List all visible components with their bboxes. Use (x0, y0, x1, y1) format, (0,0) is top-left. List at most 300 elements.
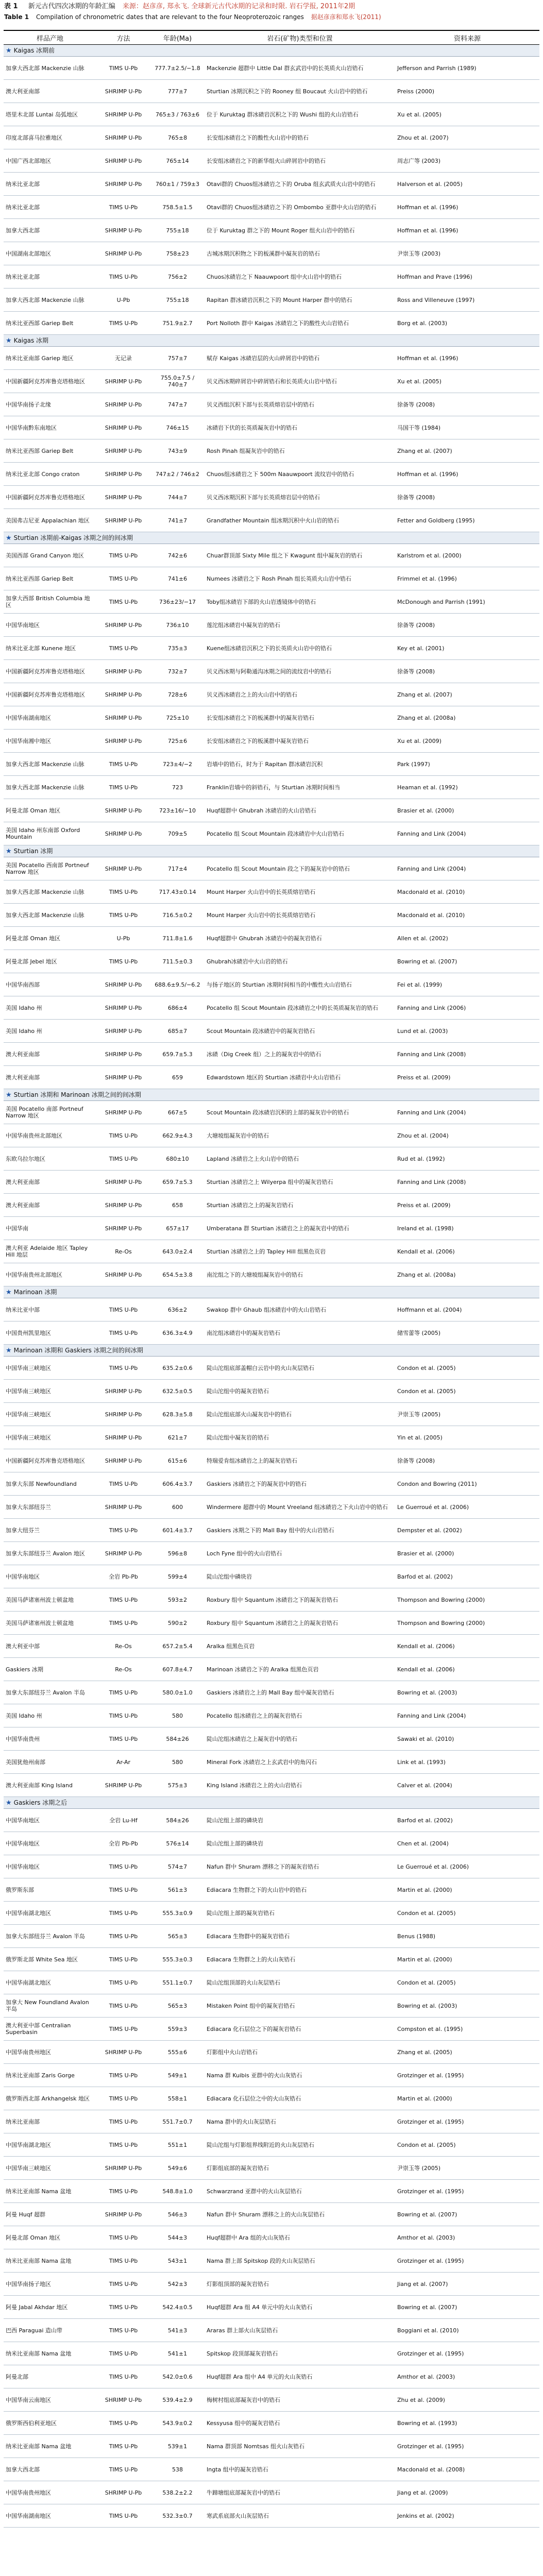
cell-rock-type: Kessyusa 组中的凝灰岩锆石 (205, 2412, 395, 2435)
table-row (4, 1588, 539, 1612)
cell-reference[interactable]: Preiss et al. (2009) (395, 1066, 539, 1089)
cell-rock-type: 陡山沱组与灯影组界线附近的火山灰层锆石 (205, 2133, 395, 2157)
cell-reference[interactable]: Jiang et al. (2007) (395, 2273, 539, 2296)
cell-age: 555.3±0.3 (150, 1948, 205, 1971)
cell-reference[interactable]: Lund et al. (2003) (395, 1020, 539, 1043)
cell-age: 565±3 (150, 1925, 205, 1948)
cell-reference[interactable]: Borg et al. (2003) (395, 312, 539, 335)
cell-reference[interactable]: 尹崇玉等 (2005) (395, 2157, 539, 2180)
cell-location: 中国华南贵州北部地区 (4, 1263, 96, 1286)
cell-reference[interactable]: Kendall et al. (2006) (395, 1635, 539, 1658)
cell-reference[interactable]: Hoffman et al. (1996) (395, 347, 539, 370)
cell-age: 741±7 (150, 509, 205, 532)
cell-rock-type: Huqf超群中 Ara 组的火山灰锆石 (205, 2226, 395, 2249)
table-row (4, 637, 539, 660)
cell-reference[interactable]: Grotzinger et al. (1995) (395, 2180, 539, 2203)
cell-reference[interactable]: Condon et al. (2005) (395, 1380, 539, 1403)
cell-reference[interactable]: Bowring et al. (2003) (395, 1681, 539, 1704)
section-title: Marinoan 冰期和 Gaskiers 冰期之间的间冰期 (13, 1346, 143, 1354)
cell-reference[interactable]: Frimmel et al. (1996) (395, 567, 539, 590)
cell-rock-type: Mount Harper 火山岩中的长英质熔岩锆石 (205, 880, 395, 904)
cell-age: 717±4 (150, 857, 205, 880)
cell-reference[interactable]: Key et al. (2001) (395, 637, 539, 660)
cell-reference[interactable]: Zhou et al. (2004) (395, 1124, 539, 1147)
cell-location: 巴西 Paraguai 造山带 (4, 2319, 96, 2342)
cell-reference[interactable]: Brasier et al. (2000) (395, 1542, 539, 1565)
cell-location: 澳大利亚南部 (4, 1194, 96, 1217)
cell-age: 758.5±1.5 (150, 196, 205, 219)
table-row (4, 1472, 539, 1496)
cell-method: SHRIMP U-Pb (96, 822, 150, 845)
cell-reference[interactable]: Bowring et al. (2007) (395, 950, 539, 973)
cell-age: 575±3 (150, 1774, 205, 1797)
cell-reference[interactable]: Condon et al. (2005) (395, 2133, 539, 2157)
cell-age: 680±10 (150, 1147, 205, 1171)
star-icon: ★ (6, 534, 12, 542)
cell-reference[interactable]: Fanning and Link (2004) (395, 1704, 539, 1727)
cell-location: 加拿大西部 British Columbia 地区 (4, 590, 96, 614)
cell-location: 纳米比亚南部 Nama 盆地 (4, 2435, 96, 2458)
cell-reference[interactable]: 马国干等 (1984) (395, 416, 539, 439)
cell-method: SHRIMP U-Pb (96, 857, 150, 880)
cell-age: 756±2 (150, 265, 205, 289)
cell-location: 中国新疆阿克苏库鲁克塔格地区 (4, 486, 96, 509)
cell-reference[interactable]: Macdonald et al. (2010) (395, 904, 539, 927)
cell-location: 澳大利亚南部 (4, 80, 96, 103)
cell-location: 纳米比亚北部 (4, 196, 96, 219)
cell-rock-type: 特瑞爱肯组冰碛岩之上的凝灰岩锆石 (205, 1449, 395, 1472)
cell-age: 542.0±0.6 (150, 2365, 205, 2388)
cell-age: 561±3 (150, 1878, 205, 1902)
section-title: Gaskiers 冰期之后 (13, 1799, 67, 1806)
cell-location: 阿曼 Jabal Akhdar 地区 (4, 2296, 96, 2319)
table-row (4, 509, 539, 532)
cell-age: 541±1 (150, 2342, 205, 2365)
cell-location: 加拿大西北部 Mackenzie 山脉 (4, 289, 96, 312)
cell-reference[interactable]: Condon et al. (2005) (395, 1357, 539, 1380)
cell-method: TIMS U-Pb (96, 2458, 150, 2481)
cell-location: 加拿大西北部 Mackenzie 山脉 (4, 880, 96, 904)
cell-location: 美国 Pocatello 南部 Portneuf Narrow 地区 (4, 1101, 96, 1124)
table-row (4, 2157, 539, 2180)
section-header-cell (4, 335, 539, 347)
cell-location: 纳米比亚中部 (4, 1298, 96, 1321)
table-row (4, 173, 539, 196)
cell-reference[interactable]: Halverson et al. (2005) (395, 173, 539, 196)
cell-reference[interactable]: Condon and Bowring (2011) (395, 1472, 539, 1496)
section-title: Sturtian 冰期前-Kaigas 冰期之间的间冰期 (13, 534, 133, 541)
cell-location: 中国华南三峡地区 (4, 1357, 96, 1380)
table-row (4, 1217, 539, 1240)
cell-reference[interactable]: Park (1997) (395, 753, 539, 776)
cell-reference[interactable]: Bowring et al. (2003) (395, 1994, 539, 2018)
cell-location: Gaskiers 冰期 (4, 1658, 96, 1681)
cell-reference[interactable]: Yin et al. (2005) (395, 1426, 539, 1449)
cell-age: 725±10 (150, 706, 205, 730)
cell-location: 中国华南扬子北缘 (4, 393, 96, 416)
cell-rock-type: 冰碛（Dig Creek 组）之上的凝灰岩中的锆石 (205, 1043, 395, 1066)
cell-method: TIMS U-Pb (96, 2342, 150, 2365)
cell-age: 606.4±3.7 (150, 1472, 205, 1496)
cell-location: 中国新疆阿克苏库鲁克塔格地区 (4, 370, 96, 393)
cell-reference[interactable]: Hoffman et al. (1996) (395, 219, 539, 242)
cell-reference[interactable]: Bowring et al. (1993) (395, 2412, 539, 2435)
cell-rock-type: Nama 群顶部 Nomtsas 组火山灰锆石 (205, 2435, 395, 2458)
cell-age: 636.3±4.9 (150, 1321, 205, 1345)
cell-method: SHRIMP U-Pb (96, 614, 150, 637)
table-row (4, 2388, 539, 2412)
cell-age: 559±3 (150, 2018, 205, 2041)
cell-method: TIMS U-Pb (96, 2226, 150, 2249)
cell-rock-type: Aralka 组黑色页岩 (205, 1635, 395, 1658)
cell-rock-type: Swakop 群中 Ghaub 组冰碛岩中的火山岩锆石 (205, 1298, 395, 1321)
cell-method: TIMS U-Pb (96, 2319, 150, 2342)
cell-method: TIMS U-Pb (96, 2365, 150, 2388)
cell-reference[interactable]: Kendall et al. (2006) (395, 1240, 539, 1263)
cell-reference[interactable]: Xu et al. (2005) (395, 370, 539, 393)
table-row (4, 1101, 539, 1124)
table-row (4, 1809, 539, 1832)
cell-reference[interactable]: Thompson and Bowring (2000) (395, 1612, 539, 1635)
cell-method: SHRIMP U-Pb (96, 730, 150, 753)
cell-rock-type: Chuar群顶部 Sixty Mile 组之下 Kwagunt 组中凝灰岩的锆石 (205, 544, 395, 567)
cell-reference[interactable]: Grotzinger et al. (1995) (395, 2064, 539, 2087)
cell-method: TIMS U-Pb (96, 1588, 150, 1612)
cell-reference[interactable]: Bowring et al. (2007) (395, 2203, 539, 2226)
cell-reference[interactable]: Grotzinger et al. (1995) (395, 2342, 539, 2365)
cell-reference[interactable]: Zhang et al. (2005) (395, 2041, 539, 2064)
cell-reference[interactable]: Grotzinger et al. (1995) (395, 2435, 539, 2458)
cell-location: 中国华南湖南地区 (4, 2504, 96, 2528)
cell-reference[interactable]: Zhou et al. (2007) (395, 126, 539, 149)
cell-location: 中国华南三峡地区 (4, 2157, 96, 2180)
cell-location: 纳米比亚西部 Gariep Belt (4, 439, 96, 463)
cell-location: 美国弗吉尼亚 Appalachian 地区 (4, 509, 96, 532)
cell-method: SHRIMP U-Pb (96, 1066, 150, 1089)
cell-reference[interactable]: Calver et al. (2004) (395, 1774, 539, 1797)
cell-reference[interactable]: 徐备等 (2008) (395, 660, 539, 683)
table-row (4, 1612, 539, 1635)
cell-reference[interactable]: Barfod et al. (2002) (395, 1565, 539, 1588)
cell-method: TIMS U-Pb (96, 753, 150, 776)
cell-method: TIMS U-Pb (96, 1925, 150, 1948)
table-row (4, 1925, 539, 1948)
cell-method: SHRIMP U-Pb (96, 1263, 150, 1286)
cell-reference[interactable]: Boggiani et al. (2010) (395, 2319, 539, 2342)
table-row (4, 996, 539, 1020)
cell-reference[interactable]: Ireland et al. (1998) (395, 1217, 539, 1240)
table-row (4, 614, 539, 637)
cell-method: SHRIMP U-Pb (96, 103, 150, 126)
cell-method: TIMS U-Pb (96, 1519, 150, 1542)
cell-reference[interactable]: 尹崇玉等 (2005) (395, 1403, 539, 1426)
cell-rock-type: 贝义西冰碛岩之上的火山岩中的锆石 (205, 683, 395, 706)
cell-method: SHRIMP U-Pb (96, 463, 150, 486)
cell-age: 657.2±5.4 (150, 1635, 205, 1658)
table-row (4, 927, 539, 950)
cell-method: 全岩 Pb-Pb (96, 1565, 150, 1588)
cell-reference[interactable]: 徐备等 (2008) (395, 393, 539, 416)
cell-reference[interactable]: Hoffman et al. (1996) (395, 463, 539, 486)
table-row (4, 973, 539, 996)
cell-method: SHRIMP U-Pb (96, 2157, 150, 2180)
cell-rock-type: Ingta 组中的凝灰岩锆石 (205, 2458, 395, 2481)
cell-location: 东欧乌拉尔地区 (4, 1147, 96, 1171)
cell-location: 加拿大西北部 (4, 219, 96, 242)
table-row (4, 2412, 539, 2435)
cell-reference[interactable]: Le Guerroué et al. (2006) (395, 1496, 539, 1519)
table-row (4, 1321, 539, 1345)
cell-rock-type: 牛蹄塘组底部凝灰岩中的锆石 (205, 2481, 395, 2504)
cell-method: SHRIMP U-Pb (96, 126, 150, 149)
table-source-cn[interactable]: 来源：赵彦彦, 郑永飞. 全球新元古代冰期的记录和时限. 岩石学报, 2011年2期 (122, 3, 355, 10)
cell-method: 无记录 (96, 347, 150, 370)
cell-method: TIMS U-Pb (96, 544, 150, 567)
cell-reference[interactable]: Grotzinger et al. (1995) (395, 2249, 539, 2273)
cell-age: 657±17 (150, 1217, 205, 1240)
cell-age: 539.4±2.9 (150, 2388, 205, 2412)
cell-method: SHRIMP U-Pb (96, 2203, 150, 2226)
cell-rock-type: Ediacara 生物群之下的火山岩中的锆石 (205, 1878, 395, 1902)
cell-method: TIMS U-Pb (96, 1298, 150, 1321)
cell-age: 543.9±0.2 (150, 2412, 205, 2435)
cell-reference[interactable]: Xu et al. (2005) (395, 103, 539, 126)
table-row (4, 590, 539, 614)
cell-reference[interactable]: Fanning and Link (2008) (395, 1171, 539, 1194)
cell-reference[interactable]: McDonough and Parrish (1991) (395, 590, 539, 614)
cell-rock-type: Mackenzie 超群中 Little Dal 群玄武岩中的长英质火山岩锆石 (205, 57, 395, 80)
cell-location: 纳米比亚南部 Nama 盆地 (4, 2249, 96, 2273)
cell-reference[interactable]: Martin et al. (2000) (395, 1878, 539, 1902)
cell-reference[interactable]: Martin et al. (2000) (395, 2087, 539, 2110)
cell-reference[interactable]: Ross and Villeneuve (1997) (395, 289, 539, 312)
table-row (4, 730, 539, 753)
cell-age: 643.0±2.4 (150, 1240, 205, 1263)
cell-age: 549±1 (150, 2064, 205, 2087)
cell-reference[interactable]: Macdonald et al. (2008) (395, 2458, 539, 2481)
cell-reference[interactable]: Amthor et al. (2003) (395, 2226, 539, 2249)
cell-age: 584±26 (150, 1809, 205, 1832)
cell-method: TIMS U-Pb (96, 1147, 150, 1171)
cell-rock-type: 南沱组之下的大塘坡组凝灰岩中的锆石 (205, 1263, 395, 1286)
cell-age: 555.3±0.9 (150, 1902, 205, 1925)
cell-location: 加拿大东部纽芬兰 (4, 1496, 96, 1519)
cell-rock-type: 陡山沱组顶部的火山灰层锆石 (205, 1971, 395, 1994)
cell-method: U-Pb (96, 927, 150, 950)
cell-location: 澳大利亚南部 (4, 1043, 96, 1066)
table-row (4, 1565, 539, 1588)
cell-age: 728±6 (150, 683, 205, 706)
cell-location: 中国新疆阿克苏库鲁克塔格地区 (4, 683, 96, 706)
cell-reference[interactable]: Fei et al. (1999) (395, 973, 539, 996)
table-row (4, 1147, 539, 1171)
cell-method: 全岩 Pb-Pb (96, 1832, 150, 1855)
caption-cn (4, 2, 539, 11)
cell-reference[interactable]: Fetter and Goldberg (1995) (395, 509, 539, 532)
cell-rock-type: 冰碛岩下伏的长英质凝灰岩中的锆石 (205, 416, 395, 439)
cell-rock-type: Gaskiers 冰期之下的 Mall Bay 组中的火山岩锆石 (205, 1519, 395, 1542)
cell-method: TIMS U-Pb (96, 2249, 150, 2273)
cell-age: 538 (150, 2458, 205, 2481)
cell-age: 549±6 (150, 2157, 205, 2180)
table-row (4, 1403, 539, 1426)
cell-reference[interactable]: Rud et al. (1992) (395, 1147, 539, 1171)
section-title: Sturtian 冰期 (13, 847, 53, 855)
star-icon: ★ (6, 847, 12, 855)
cell-rock-type: 陡山沱组上部的磷块岩 (205, 1832, 395, 1855)
cell-reference[interactable]: Link et al. (1993) (395, 1751, 539, 1774)
cell-reference[interactable]: Kendall et al. (2006) (395, 1658, 539, 1681)
cell-reference[interactable]: 徐备等 (2008) (395, 486, 539, 509)
table-row (4, 544, 539, 567)
cell-reference[interactable]: Chen et al. (2004) (395, 1832, 539, 1855)
cell-location: 中国新疆阿克苏库鲁克塔格地区 (4, 1449, 96, 1472)
cell-reference[interactable]: Zhang et al. (2007) (395, 439, 539, 463)
cell-age: 757±7 (150, 347, 205, 370)
table-row (4, 2180, 539, 2203)
cell-reference[interactable]: 周志广等 (2003) (395, 149, 539, 173)
table-source-en: 据赵彦彦和郑永飞(2011) (311, 13, 381, 21)
cell-method: TIMS U-Pb (96, 2504, 150, 2528)
cell-reference[interactable]: 尹崇玉等 (2003) (395, 242, 539, 265)
cell-method: SHRIMP U-Pb (96, 1101, 150, 1124)
caption-en (4, 12, 539, 22)
cell-location: 中国华南湖北地区 (4, 1902, 96, 1925)
cell-reference[interactable]: Grotzinger et al. (1995) (395, 2110, 539, 2133)
section-header-cell (4, 845, 539, 857)
cell-location: 美国 Idaho 州 (4, 996, 96, 1020)
cell-age: 636±2 (150, 1298, 205, 1321)
cell-reference[interactable]: Jenkins et al. (2002) (395, 2504, 539, 2528)
table-row (4, 904, 539, 927)
cell-reference[interactable]: 徐备等 (2008) (395, 614, 539, 637)
cell-reference[interactable]: Fanning and Link (2004) (395, 857, 539, 880)
cell-location: 中国华南贵州地区 (4, 2481, 96, 2504)
cell-reference[interactable]: Zhang et al. (2007) (395, 683, 539, 706)
cell-reference[interactable]: Jefferson and Parrish (1989) (395, 57, 539, 80)
cell-method: SHRIMP U-Pb (96, 80, 150, 103)
cell-reference[interactable]: Condon et al. (2005) (395, 1902, 539, 1925)
cell-reference[interactable]: Hoffmann et al. (2004) (395, 1298, 539, 1321)
cell-method: SHRIMP U-Pb (96, 1496, 150, 1519)
cell-location: 美国 Idaho 州 (4, 1020, 96, 1043)
cell-method: SHRIMP U-Pb (96, 416, 150, 439)
cell-reference[interactable]: Zhang et al. (2008a) (395, 1263, 539, 1286)
cell-reference[interactable]: Amthor et al. (2003) (395, 2365, 539, 2388)
cell-reference[interactable]: Hoffman and Prave (1996) (395, 265, 539, 289)
cell-reference[interactable]: Fanning and Link (2008) (395, 1043, 539, 1066)
cell-method: SHRIMP U-Pb (96, 242, 150, 265)
cell-reference[interactable]: Condon et al. (2005) (395, 1971, 539, 1994)
cell-reference[interactable]: Preiss (2000) (395, 80, 539, 103)
cell-method: TIMS U-Pb (96, 950, 150, 973)
cell-rock-type: Huqf超群 Ara 组中 A4 单元的火山灰锆石 (205, 2365, 395, 2388)
cell-reference[interactable]: Fanning and Link (2004) (395, 1101, 539, 1124)
cell-method: TIMS U-Pb (96, 57, 150, 80)
cell-reference[interactable]: Heaman et al. (1992) (395, 776, 539, 799)
cell-age: 635.2±0.6 (150, 1357, 205, 1380)
cell-reference[interactable]: Sawaki et al. (2010) (395, 1727, 539, 1751)
cell-reference[interactable]: Karlstrom et al. (2000) (395, 544, 539, 567)
cell-age: 688.6±9.5/−6.2 (150, 973, 205, 996)
table-row (4, 1704, 539, 1727)
cell-reference[interactable]: Zhu et al. (2009) (395, 2388, 539, 2412)
cell-location: 中国华南湖北地区 (4, 2133, 96, 2157)
cell-age: 735±3 (150, 637, 205, 660)
cell-reference[interactable]: Jiang et al. (2009) (395, 2481, 539, 2504)
cell-age: 686±4 (150, 996, 205, 1020)
cell-reference[interactable]: Barfod et al. (2002) (395, 1809, 539, 1832)
cell-location: 中国华南湘中地区 (4, 730, 96, 753)
cell-reference[interactable]: Fanning and Link (2006) (395, 996, 539, 1020)
cell-location: 美国犹他州南部 (4, 1751, 96, 1774)
section-header-row (4, 1089, 539, 1101)
cell-age: 777.7±2.5/−1.8 (150, 57, 205, 80)
table-row (4, 753, 539, 776)
cell-method: SHRIMP U-Pb (96, 996, 150, 1020)
cell-reference[interactable]: Hoffman et al. (1996) (395, 196, 539, 219)
cell-age: 742±6 (150, 544, 205, 567)
cell-rock-type: Lapland 冰碛岩之上火山岩中的锆石 (205, 1147, 395, 1171)
cell-age: 658 (150, 1194, 205, 1217)
table-row (4, 567, 539, 590)
cell-rock-type: 灯影组底部的凝灰岩锆石 (205, 2157, 395, 2180)
cell-method: SHRIMP U-Pb (96, 683, 150, 706)
cell-method: TIMS U-Pb (96, 1878, 150, 1902)
cell-age: 746±15 (150, 416, 205, 439)
cell-age: 541±3 (150, 2319, 205, 2342)
cell-rock-type: Franklin岩墙中的斜锆石，与 Sturtian 冰期时间相当 (205, 776, 395, 799)
cell-reference[interactable]: Preiss et al. (2009) (395, 1194, 539, 1217)
cell-reference[interactable]: Le Guerroué et al. (2006) (395, 1855, 539, 1878)
table-row (4, 393, 539, 416)
cell-age: 542.4±0.5 (150, 2296, 205, 2319)
table-row (4, 1635, 539, 1658)
cell-age: 659.7±5.3 (150, 1043, 205, 1066)
cell-reference[interactable]: Xu et al. (2009) (395, 730, 539, 753)
cell-rock-type: Rosh Pinah 组凝灰岩中的锆石 (205, 439, 395, 463)
cell-reference[interactable]: Allen et al. (2002) (395, 927, 539, 950)
section-header-cell (4, 1089, 539, 1101)
cell-reference[interactable]: Benus (1988) (395, 1925, 539, 1948)
table-row (4, 1496, 539, 1519)
cell-reference[interactable]: Macdonald et al. (2010) (395, 880, 539, 904)
table-row (4, 2319, 539, 2342)
cell-reference[interactable]: 储雪蕾等 (2005) (395, 1321, 539, 1345)
cell-rock-type: Araras 群上部火山灰层锆石 (205, 2319, 395, 2342)
cell-reference[interactable]: Bowring et al. (2007) (395, 2296, 539, 2319)
cell-reference[interactable]: Thompson and Bowring (2000) (395, 1588, 539, 1612)
cell-reference[interactable]: Brasier et al. (2000) (395, 799, 539, 822)
cell-method: SHRIMP U-Pb (96, 1449, 150, 1472)
cell-reference[interactable]: 徐备等 (2008) (395, 1449, 539, 1472)
cell-location: 阿曼北部 Oman 地区 (4, 2226, 96, 2249)
cell-reference[interactable]: Martin et al. (2000) (395, 1948, 539, 1971)
cell-method: TIMS U-Pb (96, 1612, 150, 1635)
cell-location: 中国华南贵州 (4, 1727, 96, 1751)
cell-location: 加拿大东部纽芬兰 Avalon 半岛 (4, 1925, 96, 1948)
cell-reference[interactable]: Fanning and Link (2004) (395, 822, 539, 845)
table-row (4, 706, 539, 730)
table-row (4, 289, 539, 312)
cell-reference[interactable]: Zhang et al. (2008a) (395, 706, 539, 730)
cell-method: TIMS U-Pb (96, 1855, 150, 1878)
cell-reference[interactable]: Dempster et al. (2002) (395, 1519, 539, 1542)
cell-rock-type: Schwarzrand 亚群中的火山灰层锆石 (205, 2180, 395, 2203)
cell-age: 654.5±3.8 (150, 1263, 205, 1286)
cell-reference[interactable]: Compston et al. (1995) (395, 2018, 539, 2041)
cell-method: SHRIMP U-Pb (96, 706, 150, 730)
